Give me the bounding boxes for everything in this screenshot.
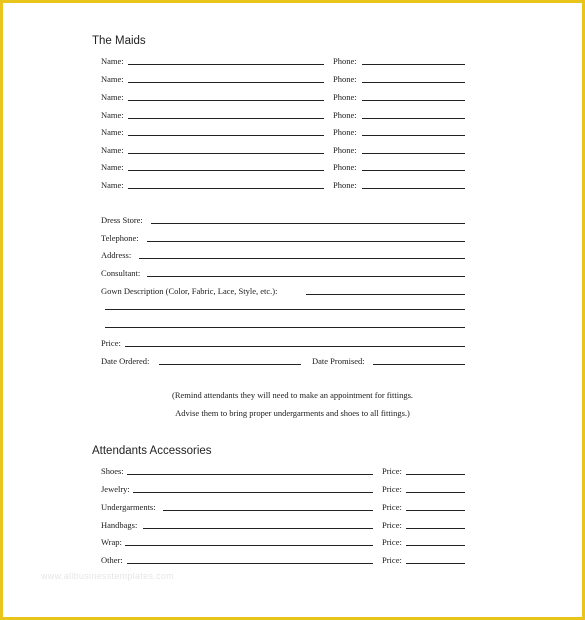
- gown-description-line-2[interactable]: [105, 309, 465, 310]
- price-field[interactable]: [125, 346, 465, 347]
- name-label: Name:: [101, 145, 124, 155]
- name-field[interactable]: [128, 82, 324, 83]
- dress-store-field[interactable]: [151, 223, 465, 224]
- undergarments-note: Advise them to bring proper undergarments and shoes to all fittings.): [175, 408, 410, 418]
- name-label: Name:: [101, 110, 124, 120]
- address-label: Address:: [101, 250, 132, 260]
- consultant-field[interactable]: [147, 276, 465, 277]
- phone-field[interactable]: [362, 188, 465, 189]
- date-ordered-label: Date Ordered:: [101, 356, 150, 366]
- phone-label: Phone:: [333, 110, 357, 120]
- consultant-label: Consultant:: [101, 268, 141, 278]
- price-label: Price:: [382, 502, 402, 512]
- phone-field[interactable]: [362, 135, 465, 136]
- price-label: Price:: [382, 466, 402, 476]
- name-field[interactable]: [128, 153, 324, 154]
- phone-label: Phone:: [333, 74, 357, 84]
- accessory-field[interactable]: [127, 474, 373, 475]
- phone-label: Phone:: [333, 127, 357, 137]
- accessories-heading: Attendants Accessories: [92, 445, 212, 457]
- name-field[interactable]: [128, 100, 324, 101]
- name-label: Name:: [101, 127, 124, 137]
- price-label: Price:: [382, 537, 402, 547]
- name-field[interactable]: [128, 118, 324, 119]
- phone-label: Phone:: [333, 92, 357, 102]
- name-label: Name:: [101, 56, 124, 66]
- address-field[interactable]: [139, 258, 465, 259]
- name-field[interactable]: [128, 188, 324, 189]
- gown-description-field[interactable]: [306, 294, 465, 295]
- phone-label: Phone:: [333, 180, 357, 190]
- name-label: Name:: [101, 180, 124, 190]
- telephone-field[interactable]: [147, 241, 465, 242]
- accessory-label: Handbags:: [101, 520, 138, 530]
- name-field[interactable]: [128, 170, 324, 171]
- name-label: Name:: [101, 92, 124, 102]
- date-ordered-field[interactable]: [159, 364, 301, 365]
- date-promised-label: Date Promised:: [312, 356, 365, 366]
- accessory-price-field[interactable]: [406, 474, 465, 475]
- price-label: Price:: [382, 520, 402, 530]
- accessory-price-field[interactable]: [406, 492, 465, 493]
- accessory-field[interactable]: [143, 528, 373, 529]
- phone-field[interactable]: [362, 170, 465, 171]
- accessory-label: Wrap:: [101, 537, 122, 547]
- phone-label: Phone:: [333, 162, 357, 172]
- name-field[interactable]: [128, 135, 324, 136]
- watermark-text: www.allbusinesstemplates.com: [41, 571, 174, 581]
- dress-store-label: Dress Store:: [101, 215, 143, 225]
- accessory-field[interactable]: [125, 545, 373, 546]
- accessory-field[interactable]: [133, 492, 373, 493]
- phone-field[interactable]: [362, 64, 465, 65]
- name-label: Name:: [101, 162, 124, 172]
- accessory-label: Undergarments:: [101, 502, 156, 512]
- date-promised-field[interactable]: [373, 364, 465, 365]
- price-label: Price:: [382, 555, 402, 565]
- accessory-price-field[interactable]: [406, 545, 465, 546]
- price-label: Price:: [382, 484, 402, 494]
- phone-field[interactable]: [362, 100, 465, 101]
- phone-label: Phone:: [333, 145, 357, 155]
- maids-heading: The Maids: [92, 35, 146, 47]
- accessory-field[interactable]: [127, 563, 373, 564]
- accessory-field[interactable]: [163, 510, 373, 511]
- gown-description-line-3[interactable]: [105, 327, 465, 328]
- accessory-label: Other:: [101, 555, 123, 565]
- phone-label: Phone:: [333, 56, 357, 66]
- phone-field[interactable]: [362, 82, 465, 83]
- accessory-label: Shoes:: [101, 466, 124, 476]
- price-label: Price:: [101, 338, 121, 348]
- accessory-price-field[interactable]: [406, 528, 465, 529]
- telephone-label: Telephone:: [101, 233, 139, 243]
- name-field[interactable]: [128, 64, 324, 65]
- accessory-label: Jewelry:: [101, 484, 130, 494]
- phone-field[interactable]: [362, 118, 465, 119]
- phone-field[interactable]: [362, 153, 465, 154]
- accessory-price-field[interactable]: [406, 563, 465, 564]
- gown-description-label: Gown Description (Color, Fabric, Lace, Style, etc.):: [101, 286, 278, 296]
- name-label: Name:: [101, 74, 124, 84]
- accessory-price-field[interactable]: [406, 510, 465, 511]
- fitting-reminder-note: (Remind attendants they will need to make an appointment for fittings.: [171, 390, 413, 400]
